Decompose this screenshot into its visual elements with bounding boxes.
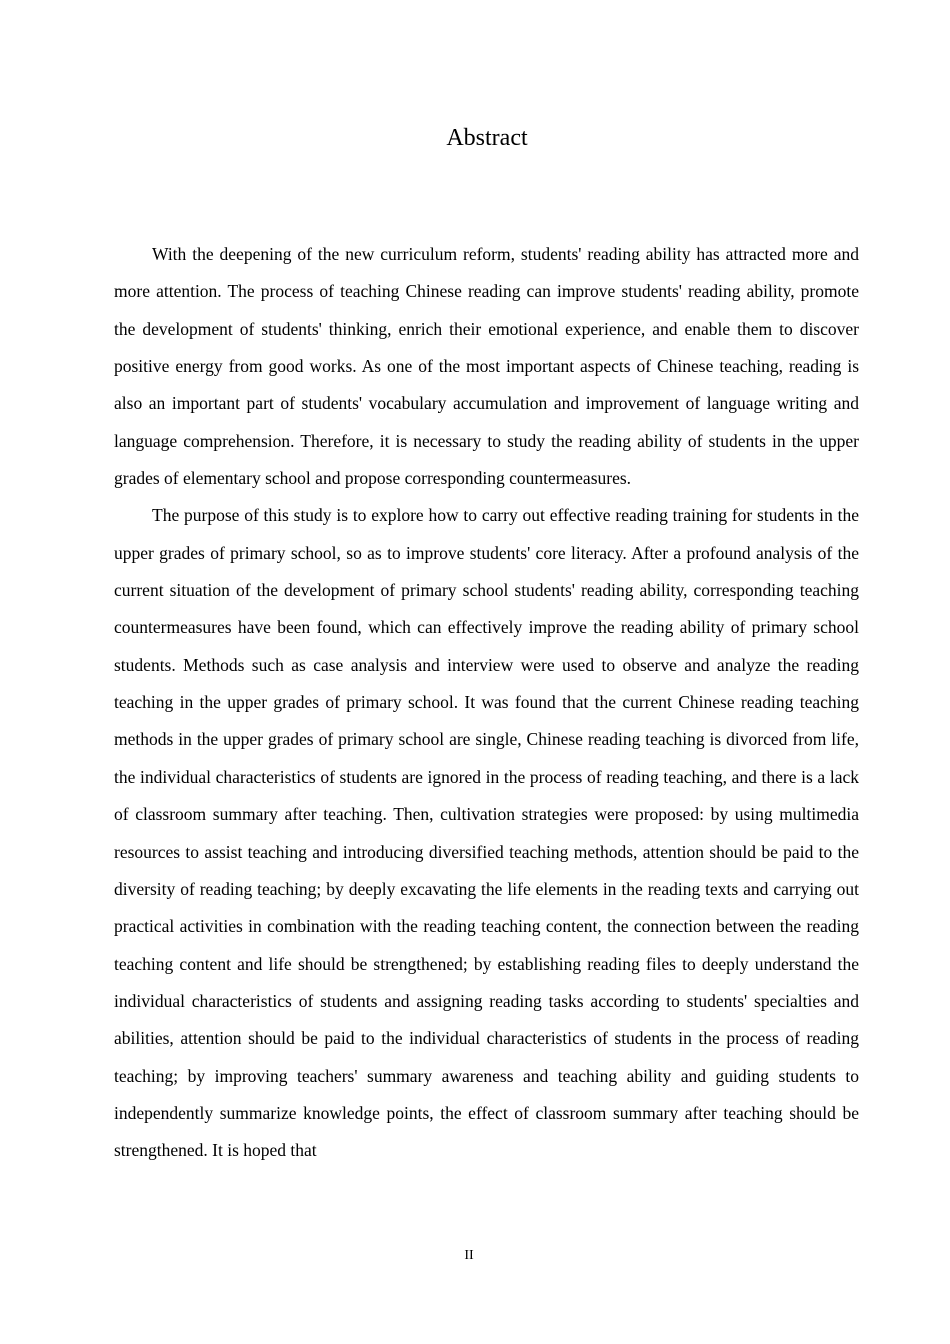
abstract-body	[114, 236, 859, 1170]
abstract-paragraph-1: With the deepening of the new curriculum reform, students' reading ability has attracted more and more attention. The process of teaching Chinese reading can improve students' reading ability, promote the development of students' thinking, enrich their emotional experience, and enable them to discover positive energy from good works. As one of the most important aspects of Chinese teaching, reading is also an important part of students' vocabulary accumulation and improvement of language writing and language comprehension. Therefore, it is necessary to study the reading ability of students in the upper grades of elementary school and propose corresponding countermeasures.	[114, 244, 859, 489]
abstract-paragraph-2: The purpose of this study is to explore how to carry out effective reading training for students in the upper grades of primary school, so as to improve students' core literacy. After a profound analysis of the current situation of the development of primary school students' reading ability, corresponding teaching countermeasures have been found, which can effectively improve the reading ability of primary school students. Methods such as case analysis and interview were used to observe and analyze the reading teaching in the upper grades of primary school. It was found that the current Chinese reading teaching methods in the upper grades of primary school are single, Chinese reading teaching is divorced from life, the individual characteristics of students are ignored in the process of reading teaching, and there is a lack of classroom summary after teaching. Then, cultivation strategies were proposed: by using multimedia resources to assist teaching and introducing diversified teaching methods, attention should be paid to the diversity of reading teaching; by deeply excavating the life elements in the reading texts and carrying out practical activities in combination with the reading teaching content, the connection between the reading teaching content and life should be strengthened; by establishing reading files to deeply understand the individual characteristics of students and assigning reading tasks according to students' specialties and abilities, attention should be paid to the individual characteristics of students in the process of reading teaching; by improving teachers' summary awareness and teaching ability and guiding students to independently summarize knowledge points, the effect of classroom summary after teaching should be strengthened. It is hoped that	[114, 505, 859, 1161]
page-number: II	[464, 1248, 474, 1263]
page-title: Abstract	[446, 125, 528, 151]
